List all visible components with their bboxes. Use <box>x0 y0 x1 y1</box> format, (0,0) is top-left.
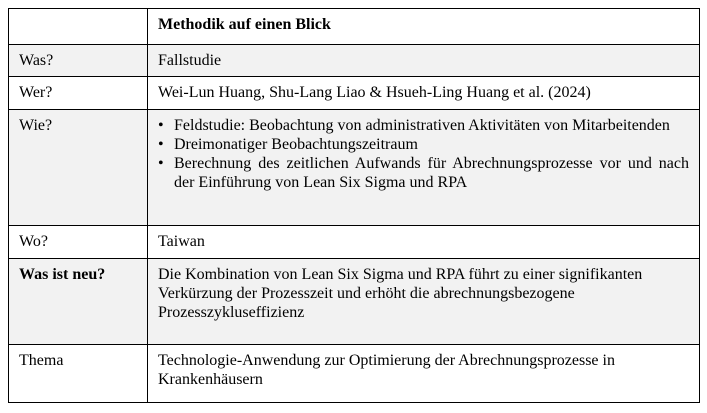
row-was-ist-neu <box>9 259 700 345</box>
row-value-thema: Technologie-Anwendung zur Optimierung der Abrechnungsprozesse in Krankenhäusern <box>148 345 700 403</box>
row-label-wo: Wo? <box>9 226 148 259</box>
row-label-was-ist-neu: Was ist neu? <box>9 259 148 345</box>
row-thema <box>9 345 700 403</box>
list-item: • Dreimonatiger Beobachtungszeitraum <box>158 136 418 153</box>
row-value-was: Fallstudie <box>148 45 700 77</box>
list-item: • Feldstudie: Beobachtung von administrativen Aktivitäten von Mitarbeitenden <box>158 117 670 134</box>
methodology-table <box>8 8 700 403</box>
row-label-was: Was? <box>9 45 148 77</box>
table-title: Methodik auf einen Blick <box>148 9 700 45</box>
row-label-wie: Wie? <box>9 110 148 226</box>
method-bullet-list <box>158 116 689 192</box>
row-value-was-ist-neu: Die Kombination von Lean Six Sigma und RPA führt zu einer signifikanten Verkürzung der Prozesszeit und erhöht die abrechnungsbezogene Prozesszykluseffizienz <box>148 259 700 345</box>
list-item: • Berechnung des zeitlichen Aufwands für Abrechnungsprozesse vor und nach der Einführung von Lean Six Sigma und RPA <box>158 155 689 191</box>
bullet-icon: • <box>158 117 164 134</box>
bullet-icon: • <box>158 155 164 172</box>
bullet-icon: • <box>158 136 164 153</box>
row-value-wo: Taiwan <box>148 226 700 259</box>
row-value-wer: Wei-Lun Huang, Shu-Lang Liao & Hsueh-Ling Huang et al. (2024) <box>148 77 700 110</box>
row-wer <box>9 77 700 110</box>
row-value-wie <box>148 110 700 226</box>
row-wie <box>9 110 700 226</box>
header-row <box>9 9 700 45</box>
header-label-cell <box>9 9 148 45</box>
row-label-wer: Wer? <box>9 77 148 110</box>
row-was <box>9 45 700 77</box>
row-label-thema: Thema <box>9 345 148 403</box>
row-wo <box>9 226 700 259</box>
